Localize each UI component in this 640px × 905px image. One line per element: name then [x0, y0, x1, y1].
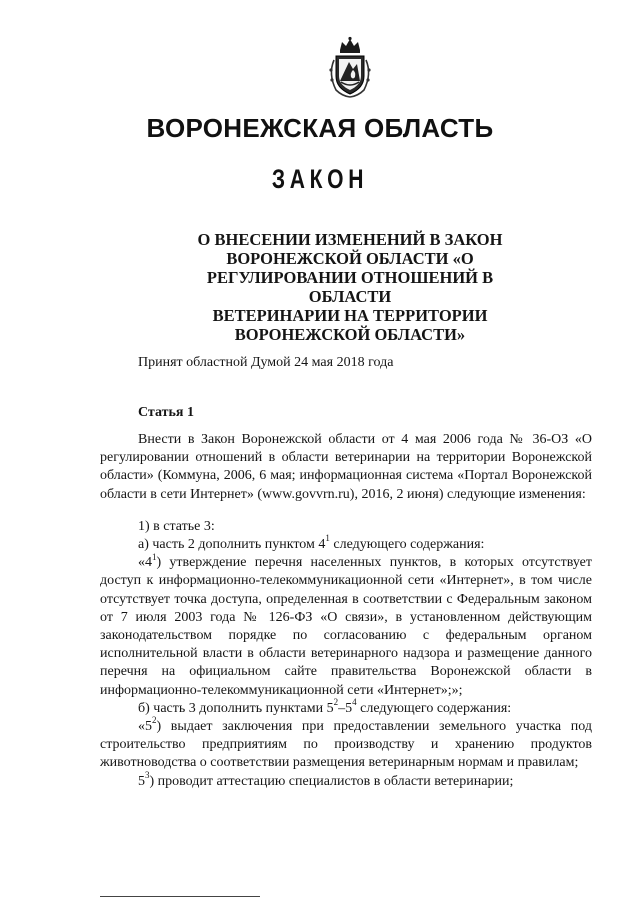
article-heading: Статья 1 [138, 405, 194, 420]
region-heading: ВОРОНЕЖСКАЯ ОБЛАСТЬ [146, 113, 494, 143]
document-type: ЗАКОН [271, 164, 369, 194]
law-title-line: ВЕТЕРИНАРИИ НА ТЕРРИТОРИИ [212, 306, 488, 325]
item-1: 1) в статье 3: [138, 518, 215, 534]
item-b: б) часть 3 дополнить пунктами $5^2-5^4$ следующего содержания: [138, 697, 512, 716]
quote-5-2: «$5^2$) выдает заключения при предоставлении земельного участка под строительство предприятиям по производству и хранению продуктов животноводства о соответствии размещения ветеринарным нормам и правилам; [100, 715, 592, 771]
law-title-line: О ВНЕСЕНИИ ИЗМЕНЕНИЙ В ЗАКОН [197, 230, 503, 249]
article-body [100, 431, 592, 791]
law-title-line: РЕГУЛИРОВАНИИ ОТНОШЕНИЙ В ОБЛАСТИ [206, 268, 494, 306]
adoption-date: Принят областной Думой 24 мая 2018 года [138, 355, 394, 370]
article-intro: Внести в Закон Воронежской области от 4 мая 2006 года № 36-ОЗ «О регулировании отношений в области ветеринарии на территории Воронежской области» (Коммуна, 2006, 6 мая; информационная система «Портал Воронежской области в сети Интернет» (www.govvrn.ru), 2016, 2 июня) следующие изменения: [100, 432, 592, 502]
law-title-line: ВОРОНЕЖСКОЙ ОБЛАСТИ «О [226, 249, 474, 268]
item-a: а) часть 2 дополнить пунктом $4^1$ следующего содержания: [138, 533, 485, 553]
quote-5-3: $5^3$) проводит аттестацию специалистов в области ветеринарии; [138, 770, 514, 789]
law-title-line: ВОРОНЕЖСКОЙ ОБЛАСТИ» [234, 325, 466, 344]
law-title [170, 230, 530, 344]
quote-4-1: «$4^1$) утверждение перечня населенных пунктов, в которых отсутствует доступ к информационно-телекоммуникационной сети «Интернет», в том числе отсутствует точка доступа, определенная в соответствии с Федеральным законом от 7 июля 2003 года № 126-ФЗ «О связи», в установленном действующим законодательством порядке по согласованию с федеральным органом исполнительной власти в области ветеринарного надзора и размещение данного перечня на официальном сайте правительства Воронежской области в информационно-телекоммуникационной сети «Интернет»;»; [100, 551, 592, 698]
coat-of-arms-icon [322, 36, 378, 100]
page-footer-rule [100, 896, 260, 897]
